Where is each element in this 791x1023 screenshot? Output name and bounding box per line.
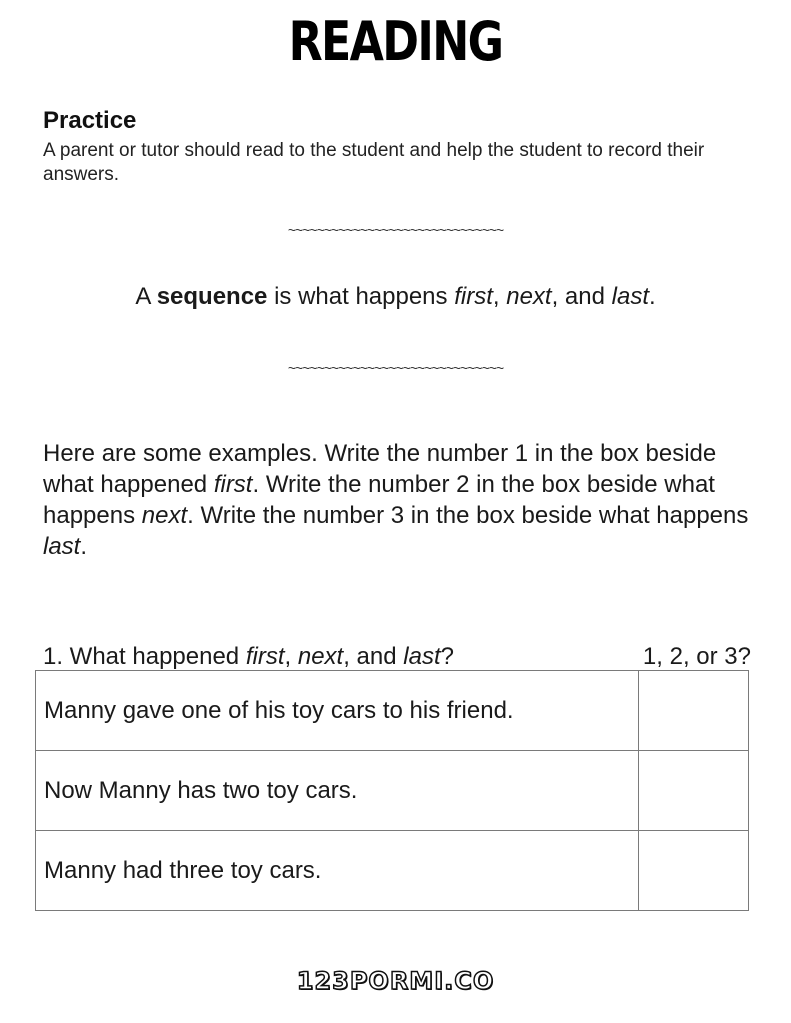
site-logo: 123PORMI.CO [296,967,495,995]
definition-comma1: , [492,283,507,310]
sequence-table [35,670,749,911]
table-row [36,831,749,911]
answer-box-3[interactable] [638,831,748,911]
examples-part2: . Write the number 2 in the box beside what happens [43,471,715,529]
divider-top: ~~~~~~~~~~~~~~~~~~~~~~~~~~~~~~ [287,222,504,238]
question-comma1: , [284,643,298,670]
definition-next: next [506,283,552,310]
examples-instructions [43,438,763,562]
sequence-definition [0,283,791,311]
examples-part4: . [80,533,88,560]
question-next: next [297,643,344,670]
practice-instructions: A parent or tutor should read to the student and help the student to record their answers. [43,140,705,185]
examples-last: last [43,533,81,560]
definition-last: last [611,283,649,310]
examples-next: next [141,502,188,529]
question-first: first [245,643,285,670]
divider-bottom: ~~~~~~~~~~~~~~~~~~~~~~~~~~~~~~ [287,360,504,376]
practice-heading: Practice [43,107,137,134]
question-last: last [403,643,441,670]
definition-period: . [649,283,656,310]
definition-first: first [454,283,493,310]
table-row [36,671,749,751]
examples-part1: Here are some examples. Write the number 1 in the box beside what happened [43,440,717,498]
event-text: Manny had three toy cars. [36,831,639,911]
event-text: Now Manny has two toy cars. [36,751,639,831]
page-title: READING [288,10,503,73]
question-label [43,642,454,672]
answer-box-2[interactable] [638,751,748,831]
answer-column-header: 1, 2, or 3? [642,643,751,670]
examples-first: first [213,471,253,498]
question-suffix: ? [440,643,454,670]
definition-term: sequence [156,283,268,310]
definition-middle: is what happens [267,283,455,310]
question-prefix: 1. What happened [43,643,246,670]
table-row [36,751,749,831]
event-text: Manny gave one of his toy cars to his friend. [36,671,639,751]
examples-part3: . Write the number 3 in the box beside what happens [187,502,749,529]
answer-box-1[interactable] [638,671,748,751]
question-comma2: , and [343,643,404,670]
definition-comma2: , and [551,283,612,310]
definition-prefix: A [135,283,157,310]
